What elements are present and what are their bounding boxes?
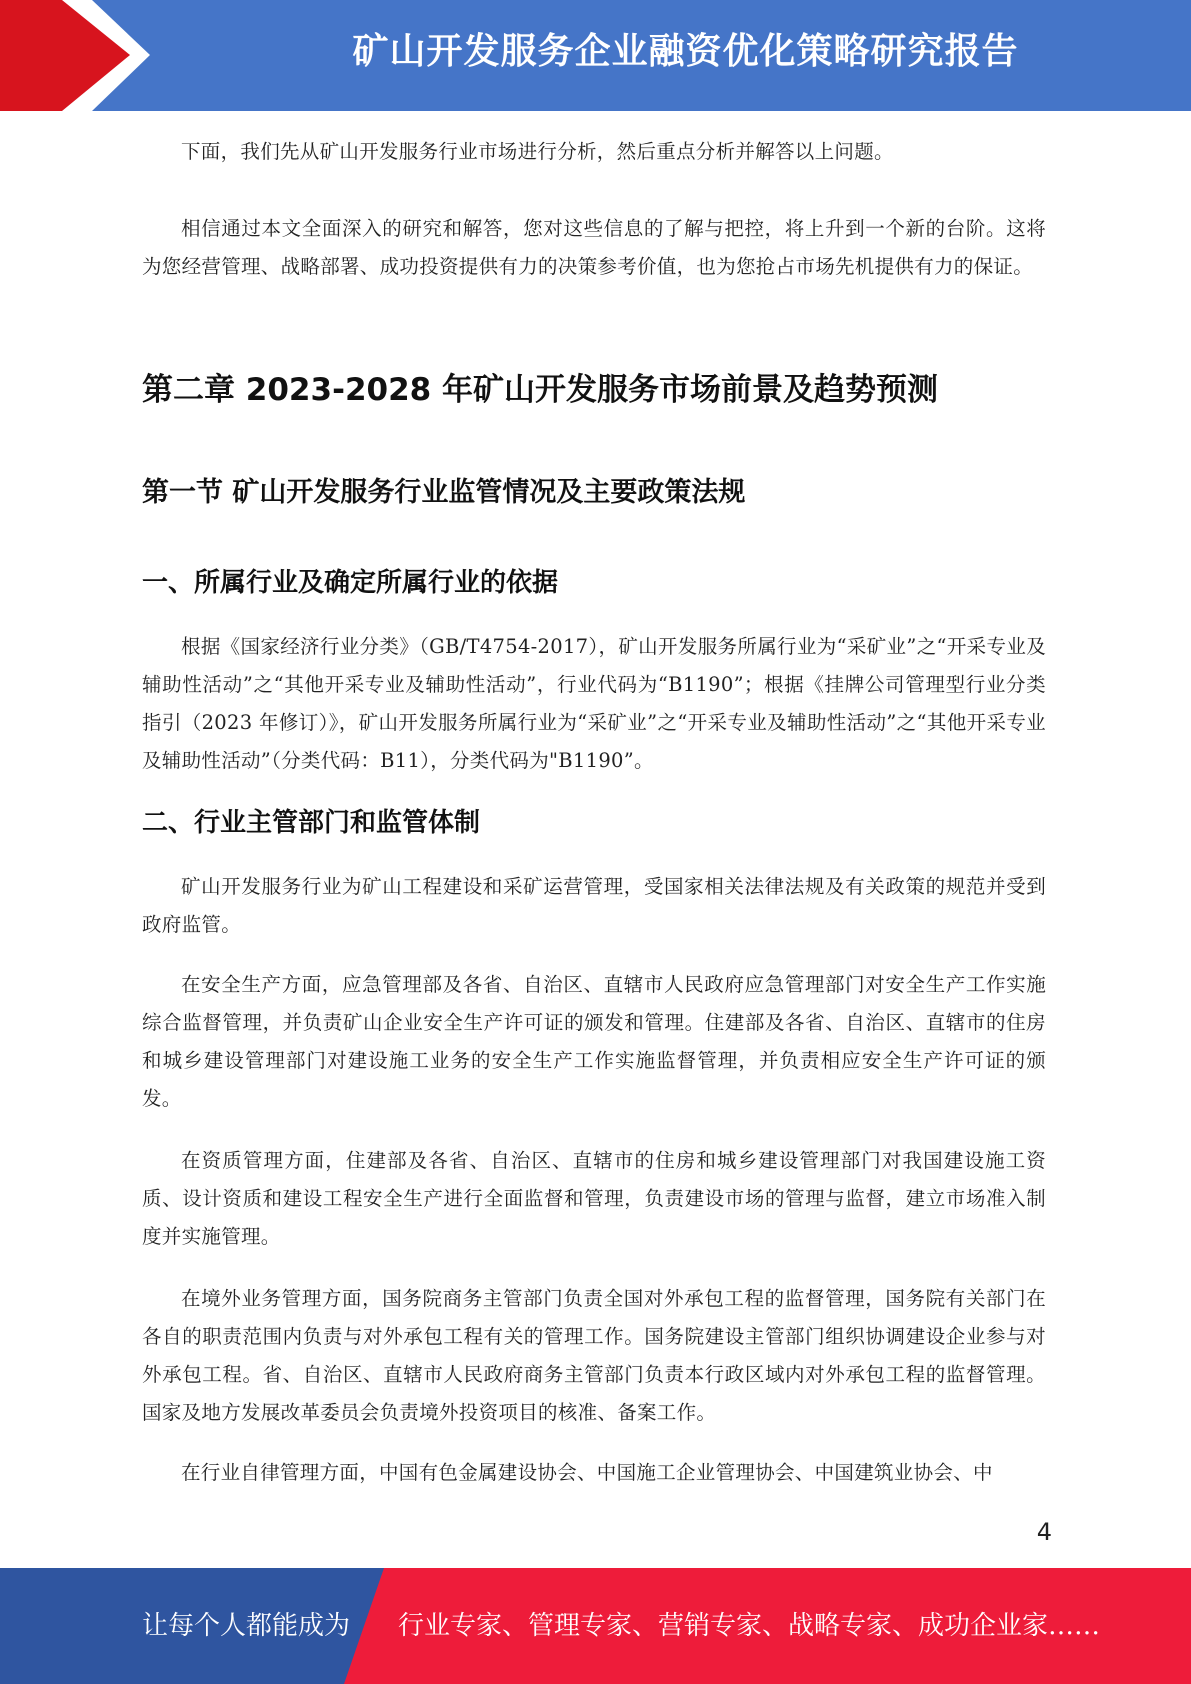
page-number: 4 [1036, 1518, 1052, 1546]
body-paragraph: 在境外业务管理方面，国务院商务主管部门负责全国对外承包工程的监督管理，国务院有关部门在各自的职责范围内负责与对外承包工程有关的管理工作。国务院建设主管部门组织协调建设企业参与对外承包工程。省、自治区、直辖市人民政府商务主管部门负责本行政区域内对外承包工程的监督管理。国家及地方发展改革委员会负责境外投资项目的核准、备案工作。 [142, 1287, 1046, 1424]
footer-banner [0, 1568, 1191, 1684]
chapter-heading: 第二章 2023-2028 年矿山开发服务市场前景及趋势预测 [142, 372, 939, 408]
intro-paragraph: 相信通过本文全面深入的研究和解答，您对这些信息的了解与把控，将上升到一个新的台阶。这将为您经营管理、战略部署、成功投资提供有力的决策参考价值，也为您抢占市场先机提供有力的保证。 [142, 217, 1046, 278]
body-paragraph: 在资质管理方面，住建部及各省、自治区、直辖市的住房和城乡建设管理部门对我国建设施工资质、设计资质和建设工程安全生产进行全面监督和管理，负责建设市场的管理与监督，建立市场准入制度并实施管理。 [142, 1149, 1046, 1248]
section-heading: 第一节 矿山开发服务行业监管情况及主要政策法规 [142, 477, 746, 508]
intro-paragraph: 下面，我们先从矿山开发服务行业市场进行分析，然后重点分析并解答以上问题。 [181, 140, 894, 163]
report-title: 矿山开发服务企业融资优化策略研究报告 [352, 31, 1019, 72]
body-paragraph: 矿山开发服务行业为矿山工程建设和采矿运营管理，受国家相关法律法规及有关政策的规范并受到政府监管。 [142, 875, 1046, 936]
header-banner [0, 0, 1191, 111]
subsection-heading: 二、行业主管部门和监管体制 [142, 808, 481, 838]
body-paragraph: 在行业自律管理方面，中国有色金属建设协会、中国施工企业管理协会、中国建筑业协会、中 [181, 1461, 993, 1484]
footer-slogan-right: 行业专家、管理专家、营销专家、战略专家、成功企业家…… [398, 1611, 1101, 1641]
footer-slogan-left: 让每个人都能成为 [142, 1611, 351, 1641]
body-paragraph: 根据《国家经济行业分类》（GB/T4754-2017），矿山开发服务所属行业为“采矿业”之“开采专业及辅助性活动”之“其他开采专业及辅助性活动”，行业代码为“B1190”；根据《挂牌公司管理型行业分类指引（2023 年修订）》，矿山开发服务所属行业为“采矿业”之“开采专业及辅助性活动”之“其他开采专业及辅助性活动”（分类代码：B11），分类代码为"B1190”。 [142, 635, 1046, 772]
subsection-heading: 一、所属行业及确定所属行业的依据 [142, 568, 559, 598]
body-paragraph: 在安全生产方面，应急管理部及各省、自治区、直辖市人民政府应急管理部门对安全生产工作实施综合监督管理，并负责矿山企业安全生产许可证的颁发和管理。住建部及各省、自治区、直辖市的住房和城乡建设管理部门对建设施工业务的安全生产工作实施监督管理，并负责相应安全生产许可证的颁发。 [142, 973, 1046, 1110]
